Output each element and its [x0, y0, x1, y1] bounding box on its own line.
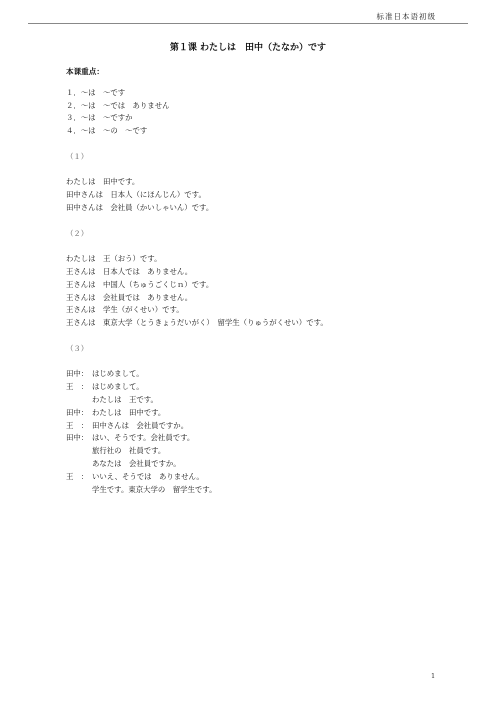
header-rule [28, 23, 468, 24]
dialog-line [66, 368, 476, 381]
page-number: 1 [431, 672, 436, 680]
sentence-line: 田中さんは 会社員（かいしゃいん）です。 [66, 202, 214, 212]
dialog-text: わたしは 王です。 [92, 394, 158, 404]
dialog-speaker [66, 458, 92, 471]
dialog-line [66, 432, 476, 445]
dialog-text: 学生です。東京大学の 留学生です。 [92, 484, 217, 494]
dialog-text: 田中さんは 会社員ですか。 [92, 420, 189, 430]
dialog-text: はい、そうです。会社員です。 [92, 433, 195, 443]
dialog-speaker: 田中： [66, 369, 89, 379]
key-point-item: ３．～は ～ですか [66, 113, 133, 123]
sentence-line: 王さんは 日本人では ありません。 [66, 266, 193, 276]
key-point-item: ４．～は ～の ～です [66, 126, 148, 136]
dialog-speaker [66, 445, 92, 458]
dialog-text: はじめまして。 [92, 382, 144, 392]
dialog-speaker [66, 394, 92, 407]
sentence-line: 王さんは 東京大学（とうきょうだいがく） 留学生（りゅうがくせい）です。 [66, 318, 328, 328]
sentence-line: わたしは 王（おう）です。 [66, 254, 162, 264]
dialog-text: あなたは 会社員ですか。 [92, 458, 181, 468]
dialog-text: わたしは 田中です。 [92, 407, 166, 417]
dialog-line [66, 420, 476, 433]
section-label: （２） [66, 228, 89, 238]
dialog-speaker [66, 484, 92, 497]
dialog-speaker: 王 ： [66, 382, 89, 392]
dialog-text: 旅行社の 社員です。 [92, 446, 166, 456]
lesson-body [66, 66, 476, 496]
sentence-line: 王さんは 会社員では ありません。 [66, 292, 193, 302]
dialog-line [66, 458, 476, 471]
key-point-item: １．～は ～です [66, 87, 126, 97]
dialog-line [66, 484, 476, 497]
dialog-speaker: 田中： [66, 433, 89, 443]
key-point-item: ２．～は ～では ありません [66, 100, 170, 110]
section-label: （１） [66, 151, 89, 161]
dialog-text: いいえ、そうでは ありません。 [92, 471, 204, 481]
dialog-speaker: 王 ： [66, 420, 89, 430]
dialog-line [66, 445, 476, 458]
running-header: 标准日本语初级 [376, 12, 436, 21]
dialog-text: はじめまして。 [92, 369, 144, 379]
dialog-speaker: 田中： [66, 407, 89, 417]
key-points-heading: 本课重点： [66, 67, 104, 76]
lesson-title: 第１课 わたしは 田中（たなか）です [169, 43, 327, 53]
dialog-line [66, 407, 476, 420]
dialog-line [66, 381, 476, 394]
sentence-line: 王さんは 学生（がくせい）です。 [66, 305, 184, 315]
dialog-line [66, 394, 476, 407]
dialog-line [66, 471, 476, 484]
sentence-line: 王さんは 中国人（ちゅうごくじｎ）です。 [66, 279, 214, 289]
dialog-speaker: 王 ： [66, 471, 89, 481]
section-label: （３） [66, 343, 89, 353]
sentence-line: 田中さんは 日本人（にほんじん）です。 [66, 190, 206, 200]
sentence-line: わたしは 田中です。 [66, 177, 140, 187]
